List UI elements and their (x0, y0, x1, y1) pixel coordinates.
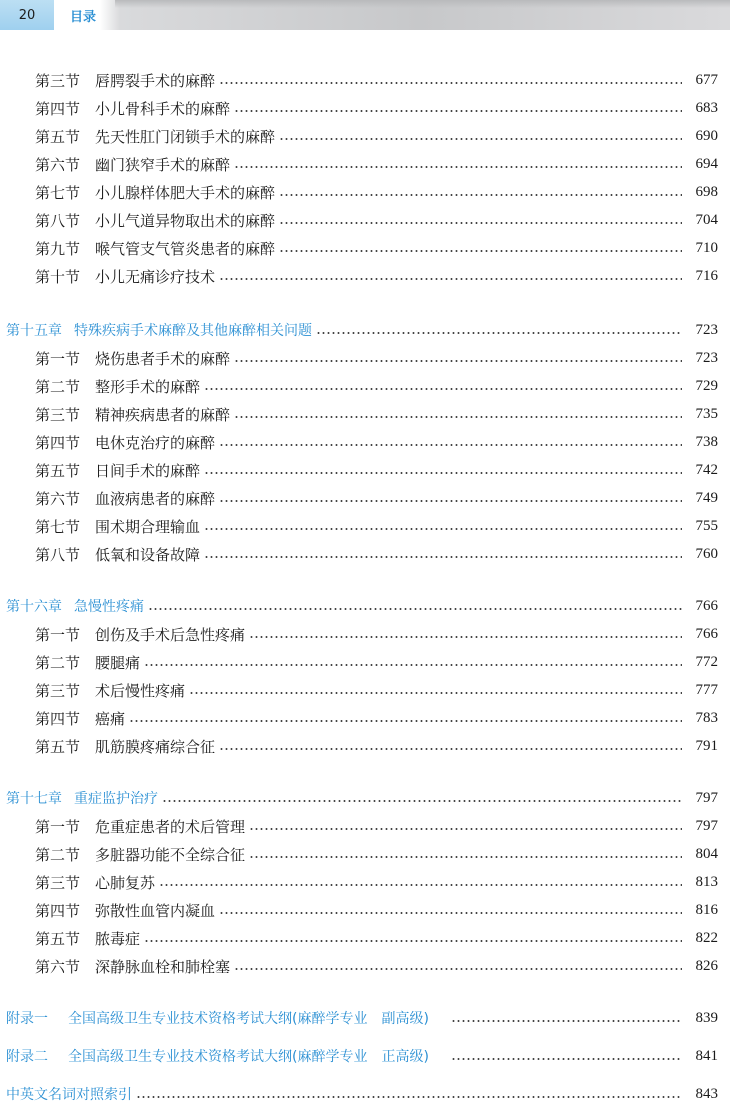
dot-leader (234, 110, 682, 112)
dot-leader (136, 1096, 682, 1098)
section-title: 血液病患者的麻醉 (95, 489, 216, 508)
dot-leader (279, 222, 682, 224)
section-title: 小儿无痛诊疗技术 (95, 267, 216, 286)
appendix-number: 附录二 (6, 1049, 48, 1065)
chapter-number: 第十六章 (6, 599, 62, 615)
section-entry[interactable] (0, 926, 730, 950)
section-number: 第一节 (35, 349, 81, 368)
section-title: 弥散性血管内凝血 (95, 901, 216, 920)
page-number: 694 (695, 155, 718, 172)
section-title: 肌筋膜疼痛综合征 (95, 737, 216, 756)
section-title: 喉气管支气管炎患者的麻醉 (95, 239, 276, 258)
page-number: 683 (695, 99, 718, 116)
chapter-entry[interactable] (0, 1082, 730, 1106)
section-title: 小儿气道异物取出术的麻醉 (95, 211, 276, 230)
section-number: 第七节 (35, 517, 81, 536)
section-entry[interactable] (0, 514, 730, 538)
section-number: 第七节 (35, 183, 81, 202)
page-number: 822 (695, 929, 718, 946)
section-title: 癌痛 (95, 709, 126, 728)
section-number: 第三节 (35, 405, 81, 424)
section-title: 唇腭裂手术的麻醉 (95, 71, 216, 90)
chapter-entry[interactable] (0, 594, 730, 618)
section-entry[interactable] (0, 954, 730, 978)
section-title: 日间手术的麻醉 (95, 461, 201, 480)
section-number: 第二节 (35, 845, 81, 864)
section-number: 第六节 (35, 957, 81, 976)
section-entry[interactable] (0, 486, 730, 510)
section-title: 术后慢性疼痛 (95, 681, 186, 700)
section-title: 先天性肛门闭锁手术的麻醉 (95, 127, 276, 146)
page-number: 710 (695, 239, 718, 256)
section-title: 整形手术的麻醉 (95, 377, 201, 396)
section-title: 多脏器功能不全综合征 (95, 845, 246, 864)
page-number-badge (0, 0, 54, 30)
section-entry[interactable] (0, 842, 730, 866)
section-title: 脓毒症 (95, 929, 141, 948)
section-number: 第六节 (35, 155, 81, 174)
section-title: 危重症患者的术后管理 (95, 817, 246, 836)
dot-leader (219, 82, 682, 84)
section-entry[interactable] (0, 346, 730, 370)
section-entry[interactable] (0, 236, 730, 260)
chapter-entry[interactable] (0, 786, 730, 810)
page-number: 698 (695, 183, 718, 200)
section-number: 第四节 (35, 709, 81, 728)
chapter-title: 特殊疾病手术麻醉及其他麻醉相关问题 (74, 323, 312, 339)
page-number: 766 (695, 625, 718, 642)
section-number: 第四节 (35, 99, 81, 118)
chapter-title: 中英文名词对照索引 (6, 1087, 132, 1103)
section-number: 第八节 (35, 211, 81, 230)
page-number: 20 (18, 7, 36, 23)
dot-leader (451, 1020, 682, 1022)
section-number: 第四节 (35, 901, 81, 920)
dot-leader (279, 250, 682, 252)
section-number: 第三节 (35, 681, 81, 700)
header-title: 目录 (70, 10, 97, 25)
section-entry[interactable] (0, 96, 730, 120)
section-title: 小儿腺样体肥大手术的麻醉 (95, 183, 276, 202)
section-number: 第五节 (35, 929, 81, 948)
page-number: 735 (695, 405, 718, 422)
dot-leader (316, 332, 682, 334)
section-title: 心肺复苏 (95, 873, 156, 892)
section-entry[interactable] (0, 458, 730, 482)
section-number: 第六节 (35, 489, 81, 508)
page-number: 783 (695, 709, 718, 726)
page-number: 755 (695, 517, 718, 534)
page-number: 772 (695, 653, 718, 670)
section-number: 第八节 (35, 545, 81, 564)
page-number: 843 (695, 1085, 718, 1102)
section-entry[interactable] (0, 180, 730, 204)
dot-leader (144, 940, 682, 942)
dot-leader (279, 194, 682, 196)
page-number: 723 (695, 349, 718, 366)
section-number: 第三节 (35, 873, 81, 892)
section-entry[interactable] (0, 264, 730, 288)
dot-leader (219, 500, 682, 502)
page-number: 677 (695, 71, 718, 88)
dot-leader (219, 444, 682, 446)
section-number: 第一节 (35, 817, 81, 836)
section-title: 电休克治疗的麻醉 (95, 433, 216, 452)
section-entry[interactable] (0, 124, 730, 148)
section-entry[interactable] (0, 374, 730, 398)
dot-leader (204, 528, 682, 530)
chapter-number: 第十七章 (6, 791, 62, 807)
appendix-number: 附录一 (6, 1011, 48, 1027)
page-number: 690 (695, 127, 718, 144)
dot-leader (451, 1058, 682, 1060)
section-title: 烧伤患者手术的麻醉 (95, 349, 231, 368)
page-number: 841 (695, 1047, 718, 1064)
section-number: 第三节 (35, 71, 81, 90)
appendix-title: 全国高级卫生专业技术资格考试大纲(麻醉学专业 副高级) (68, 1011, 429, 1027)
section-entry[interactable] (0, 152, 730, 176)
dot-leader (204, 556, 682, 558)
page-number: 777 (695, 681, 718, 698)
chapter-title: 急慢性疼痛 (74, 599, 144, 615)
section-entry[interactable] (0, 542, 730, 566)
section-entry[interactable] (0, 734, 730, 758)
page-number: 816 (695, 901, 718, 918)
section-number: 第九节 (35, 239, 81, 258)
dot-leader (148, 608, 682, 610)
section-entry[interactable] (0, 622, 730, 646)
dot-leader (249, 856, 682, 858)
section-entry[interactable] (0, 814, 730, 838)
section-title: 腰腿痛 (95, 653, 141, 672)
page-number: 749 (695, 489, 718, 506)
appendix-entry[interactable] (0, 1044, 730, 1068)
page-number: 826 (695, 957, 718, 974)
section-number: 第五节 (35, 461, 81, 480)
section-number: 第二节 (35, 377, 81, 396)
section-number: 第十节 (35, 267, 81, 286)
header-shade (115, 0, 730, 8)
appendix-entry[interactable] (0, 1006, 730, 1030)
page-number: 704 (695, 211, 718, 228)
section-entry[interactable] (0, 208, 730, 232)
dot-leader (129, 720, 682, 722)
section-number: 第五节 (35, 127, 81, 146)
section-entry[interactable] (0, 870, 730, 894)
header-bar (0, 0, 730, 30)
section-number: 第四节 (35, 433, 81, 452)
page-number: 791 (695, 737, 718, 754)
page-number: 797 (695, 817, 718, 834)
dot-leader (249, 828, 682, 830)
section-title: 精神疾病患者的麻醉 (95, 405, 231, 424)
dot-leader (219, 748, 682, 750)
section-title: 创伤及手术后急性疼痛 (95, 625, 246, 644)
page-number: 760 (695, 545, 718, 562)
page-number: 766 (695, 597, 718, 614)
page-number: 804 (695, 845, 718, 862)
dot-leader (219, 912, 682, 914)
dot-leader (234, 968, 682, 970)
appendix-title: 全国高级卫生专业技术资格考试大纲(麻醉学专业 正高级) (68, 1049, 429, 1065)
section-title: 小儿骨科手术的麻醉 (95, 99, 231, 118)
section-number: 第五节 (35, 737, 81, 756)
dot-leader (144, 664, 682, 666)
page-number: 813 (695, 873, 718, 890)
section-entry[interactable] (0, 402, 730, 426)
section-title: 低氧和设备故障 (95, 545, 201, 564)
section-entry[interactable] (0, 706, 730, 730)
section-entry[interactable] (0, 678, 730, 702)
dot-leader (234, 166, 682, 168)
dot-leader (159, 884, 682, 886)
section-title: 围术期合理输血 (95, 517, 201, 536)
section-entry[interactable] (0, 430, 730, 454)
section-entry[interactable] (0, 68, 730, 92)
dot-leader (249, 636, 682, 638)
section-number: 第一节 (35, 625, 81, 644)
section-number: 第二节 (35, 653, 81, 672)
section-entry[interactable] (0, 650, 730, 674)
dot-leader (204, 472, 682, 474)
dot-leader (279, 138, 682, 140)
section-entry[interactable] (0, 898, 730, 922)
page-number: 716 (695, 267, 718, 284)
page-number: 723 (695, 321, 718, 338)
chapter-entry[interactable] (0, 318, 730, 342)
chapter-title: 重症监护治疗 (74, 791, 158, 807)
page-number: 797 (695, 789, 718, 806)
page-number: 839 (695, 1009, 718, 1026)
page-number: 738 (695, 433, 718, 450)
chapter-number: 第十五章 (6, 323, 62, 339)
page-number: 742 (695, 461, 718, 478)
dot-leader (162, 800, 682, 802)
dot-leader (234, 360, 682, 362)
dot-leader (234, 416, 682, 418)
dot-leader (204, 388, 682, 390)
page-number: 729 (695, 377, 718, 394)
dot-leader (219, 278, 682, 280)
section-title: 深静脉血栓和肺栓塞 (95, 957, 231, 976)
section-title: 幽门狭窄手术的麻醉 (95, 155, 231, 174)
dot-leader (189, 692, 682, 694)
